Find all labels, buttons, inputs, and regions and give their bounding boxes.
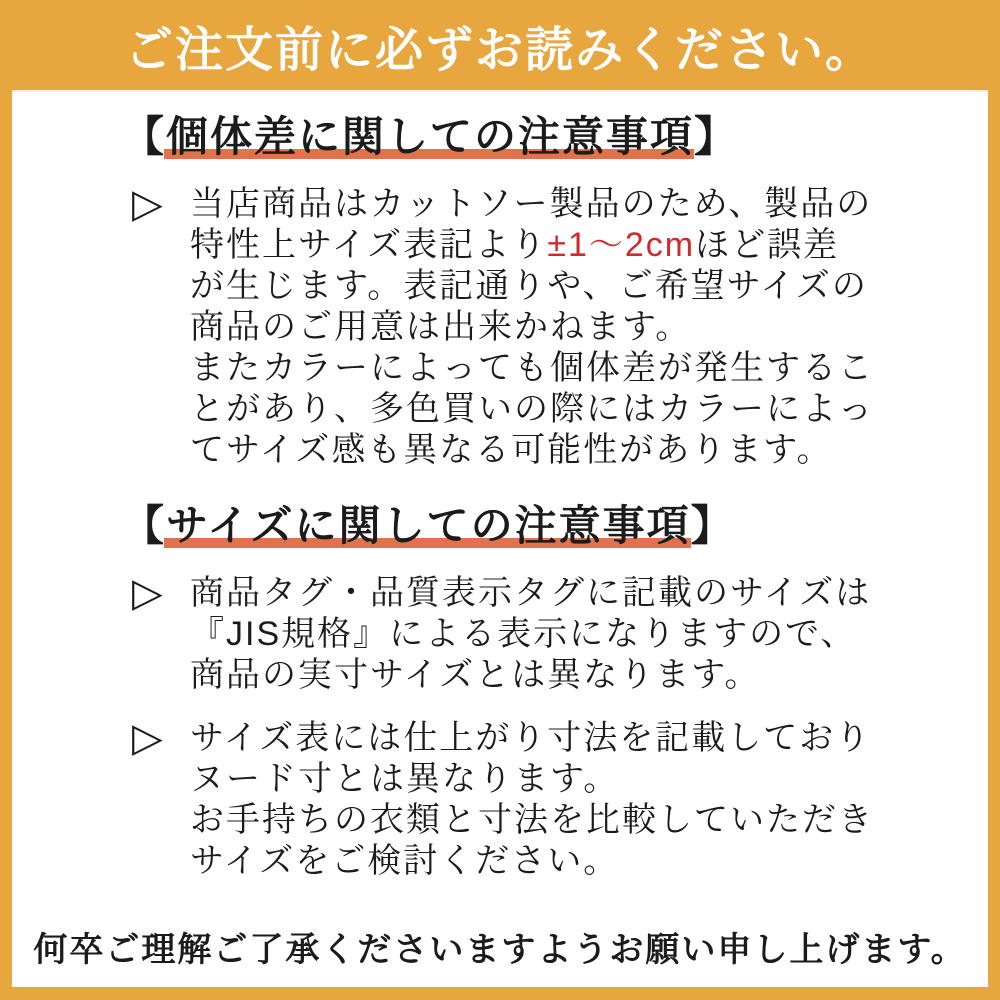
- section-heading-size-notes: [122, 501, 948, 551]
- text-line: が生じます。表記通りや、ご希望サイズの: [190, 267, 868, 305]
- tolerance-value-red-text: ±1〜2cm: [547, 226, 696, 264]
- heading-underline-highlight: [166, 502, 691, 549]
- text-line: 『JIS規格』による表示になりますので、: [190, 615, 857, 653]
- text-line: てサイズ感も異なる可能性があります。: [190, 431, 833, 469]
- text-line: 商品のご用意は出来かねます。: [190, 308, 692, 346]
- triangle-bullet-icon: ▷: [132, 182, 163, 226]
- heading-bracket-close: 】: [690, 502, 735, 549]
- triangle-bullet-icon: ▷: [132, 716, 163, 760]
- text-line: 当店商品はカットソー製品のため、製品の: [190, 185, 873, 223]
- heading-bracket-open: 【: [122, 502, 167, 549]
- bullet-item-finished-measurements: [122, 718, 948, 882]
- text-line: [190, 225, 948, 266]
- heading-underline-highlight: [166, 113, 694, 160]
- text-line: ヌード寸とは異なります。: [190, 760, 620, 798]
- bullet-text: [190, 718, 948, 882]
- bullet-text: [190, 573, 948, 696]
- heading-label: 個体差に関しての注意事項: [166, 113, 695, 160]
- bullet-item-jis-standard: [122, 573, 948, 696]
- closing-request-note: 何卒ご理解ご了承くださいますようお願い申し上げます。: [33, 931, 967, 969]
- heading-bracket-open: 【: [122, 113, 167, 160]
- banner-title: ご注文前に必ずお読みください。: [124, 23, 875, 77]
- text-line: とがあり、多色買いの際にはカラーによっ: [190, 390, 874, 428]
- triangle-bullet-icon: ▷: [132, 571, 163, 615]
- text-segment: ほど誤差: [695, 226, 840, 264]
- text-line: またカラーによっても個体差が発生するこ: [190, 349, 874, 387]
- text-line: お手持ちの衣類と寸法を比較していただき: [190, 801, 874, 839]
- bullet-text: [190, 184, 948, 471]
- text-line: サイズ表には仕上がり寸法を記載しており: [190, 719, 872, 757]
- top-banner: [0, 0, 1000, 90]
- bullet-item-product-tolerance: [122, 184, 948, 471]
- text-line: サイズをご検討ください。: [190, 842, 620, 880]
- text-segment: 特性上サイズ表記より: [190, 226, 548, 264]
- text-line: 商品タグ・品質表示タグに記載のサイズは: [190, 574, 872, 612]
- section-heading-individual-differences: [122, 112, 948, 162]
- heading-label: サイズに関しての注意事項: [166, 502, 691, 549]
- content-panel: [12, 90, 988, 987]
- heading-bracket-close: 】: [694, 113, 739, 160]
- text-line: 商品の実寸サイズとは異なります。: [190, 656, 761, 694]
